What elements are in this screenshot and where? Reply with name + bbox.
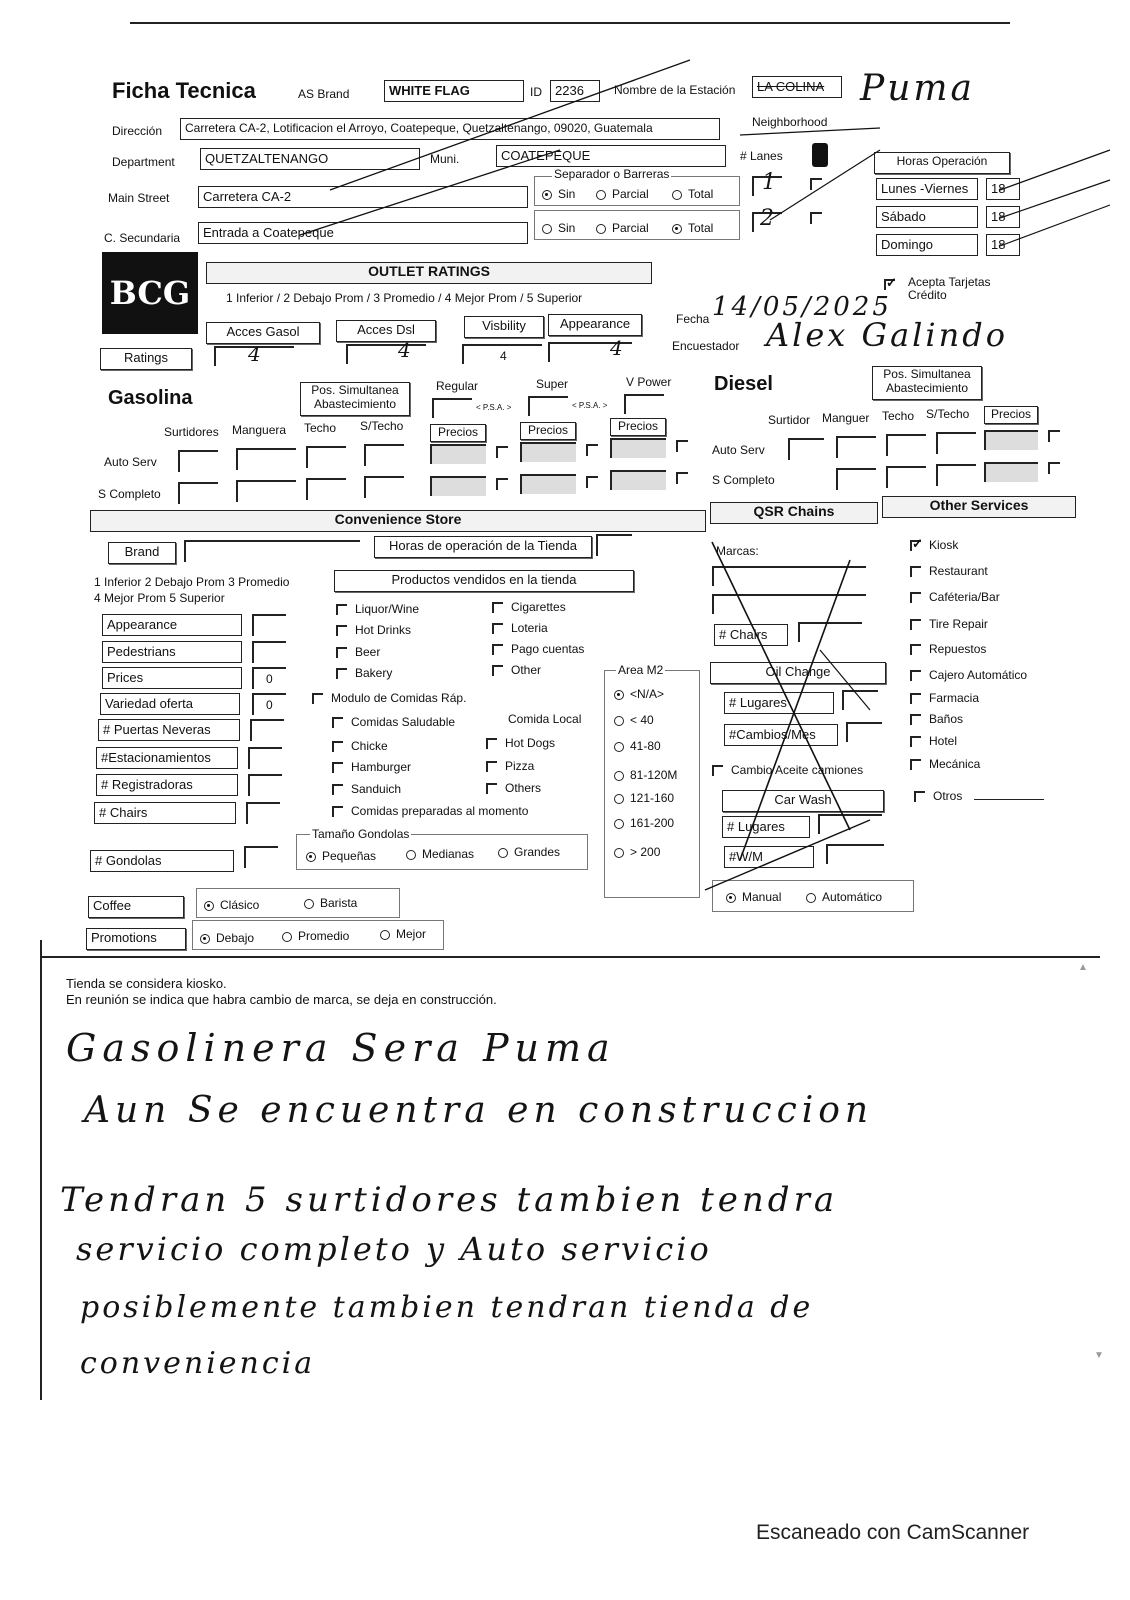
ratings-scale: 1 Inferior / 2 Debajo Prom / 3 Promedio / 4 Mejor Prom / 5 Superior [226,291,583,305]
gas-sc-price-vp[interactable] [610,470,666,490]
tarjetas-label: Acepta Tarjetas Crédito [908,275,991,303]
note-hand-3: Tendran 5 surtidores tambien tendra [60,1180,839,1220]
prod-bakery[interactable]: Bakery [336,667,392,679]
qsr-marcas-label: Marcas: [716,544,759,558]
note-hand-2: Aun Se encuentra en construccion [84,1090,874,1131]
metric-puertas-value[interactable] [250,719,284,741]
comida-pizza[interactable]: Pizza [486,760,534,772]
cs-horas-label: Horas de operación de la Tienda [374,536,592,558]
gas-sc-price-sup[interactable] [520,474,576,494]
tarjetas-checkbox[interactable] [884,278,903,291]
metric-prices-value[interactable]: 0 [252,667,286,689]
psa-label-1: < P.S.A. > [476,403,512,412]
gas-as-chk-vp[interactable] [676,440,688,452]
promo-debajo[interactable]: Debajo [200,932,254,944]
oil-cambios-label: #Cambios/Mes [724,724,838,746]
gasolina-pos-label: Pos. Simultanea Abastecimiento [300,382,410,416]
gas-as-price-sup[interactable] [520,442,576,462]
diesel-col-stecho: S/Techo [926,407,970,421]
direccion-label: Dirección [112,124,163,138]
note-typed-1: Tienda se considera kiosko. [66,976,227,991]
muni-field[interactable]: COATEPEQUE [496,145,726,167]
prod-pago[interactable]: Pago cuentas [492,643,584,655]
super-field[interactable] [528,396,568,416]
station-field[interactable]: LA COLINA [752,76,842,98]
ratings-label: Ratings [100,348,192,370]
comidas-preparadas[interactable]: Comidas preparadas al momento [332,805,528,817]
col-manguera: Manguera [232,423,287,437]
metric-estacionamientos-value[interactable] [248,747,282,769]
area-161-200[interactable]: 161-200 [614,817,674,829]
encuestador-label: Encuestador [672,339,740,353]
outlet-ratings-title: OUTLET RATINGS [206,262,652,284]
fecha-value: 14/05/2025 [712,292,892,322]
note-hand-1: Gasolinera Sera Puma [66,1026,616,1070]
horas-dom-value[interactable]: 18 [986,234,1020,256]
gas-as-chk-sup[interactable] [586,444,598,456]
gas-sc-chk-reg[interactable] [496,478,508,490]
sep1-parcial[interactable]: Parcial [596,188,649,200]
gasolina-title: Gasolina [108,387,193,409]
horas-lv-label: Lunes -Viernes [876,178,978,200]
vpower-label: V Power [626,375,672,389]
rating-gasol-value[interactable]: 4 [214,346,294,366]
gas-sc-chk-sup[interactable] [586,476,598,488]
gas-as-stecho[interactable] [364,444,404,466]
horas-lv-value[interactable]: 18 [986,178,1020,200]
appearance-button: Appearance [548,314,642,336]
precios-super: Precios [520,422,576,440]
rating-dsl-value[interactable]: 4 [346,344,426,364]
area-121-160[interactable]: 121-160 [614,792,674,804]
other-services-header: Other Services [882,496,1076,518]
gas-sc-price-reg[interactable] [430,476,486,496]
brand-field[interactable]: WHITE FLAG [384,80,524,102]
separador-label: Separador o Barreras [554,167,670,181]
note-hand-5: posiblemente tambien tendran tienda de [80,1290,814,1325]
regular-label: Regular [436,379,479,393]
comida-chicke[interactable]: Chicke [332,740,388,752]
muni-label: Muni. [430,152,460,166]
regular-field[interactable] [432,398,472,418]
gas-auto-serv-label: Auto Serv [104,455,157,469]
secundaria-field[interactable]: Entrada a Coatepeque [198,222,528,244]
sep1-sin[interactable]: Sin [542,188,575,200]
wash-lugares-label: # Lugares [722,816,810,838]
qsr-chairs-label: # Chairs [714,624,788,646]
precios-vpower: Precios [610,418,666,436]
notes-scroll-down-icon[interactable]: ▼ [1094,1350,1104,1361]
diesel-s-completo-label: S Completo [712,473,775,487]
dsl-as-techo[interactable] [886,434,926,456]
metric-registradoras-value[interactable] [248,774,282,796]
comida-sanduich[interactable]: Sanduich [332,783,401,795]
gas-as-techo[interactable] [306,446,346,468]
col-surtidores: Surtidores [164,425,219,439]
diesel-col-techo: Techo [882,409,915,423]
id-field[interactable]: 2236 [550,80,600,102]
metric-chairs: # Chairs [94,802,236,824]
wash-wm-label: #W/M [724,846,814,868]
form-title: Ficha Tecnica [112,78,256,103]
gas-as-mang[interactable] [236,448,296,470]
svc-otros[interactable]: Otros [914,790,1044,802]
prod-other[interactable]: Other [492,664,541,676]
diesel-col-precios: Precios [984,406,1038,424]
diesel-col-surtidor: Surtidor [768,413,811,427]
svc-cajero[interactable]: Cajero Automático [910,669,1027,681]
lanes-label: # Lanes [740,149,783,163]
direccion-field[interactable]: Carretera CA-2, Lotificacion el Arroyo, Coatepeque, Quetzaltenango, 09020, Guatemala [180,118,720,140]
svc-restaurant[interactable]: Restaurant [910,565,988,577]
svc-banos[interactable]: Baños [910,713,963,725]
gondola-pequenas[interactable]: Pequeñas [306,850,376,862]
comida-saludable[interactable]: Comidas Saludable [332,716,455,728]
svc-repuestos[interactable]: Repuestos [910,643,986,655]
metric-pedestrians-value[interactable] [252,641,286,663]
car-wash-button: Car Wash [722,790,884,812]
oil-lugares-label: # Lugares [724,692,834,714]
cs-horas-field[interactable] [596,534,632,556]
super-label: Super [536,377,569,391]
dsl-as-surt[interactable] [788,438,824,460]
svc-farmacia[interactable]: Farmacia [910,692,979,704]
oil-change-button: Oil Change [710,662,886,684]
main-street-label: Main Street [108,191,170,205]
prod-hot-drinks[interactable]: Hot Drinks [336,624,411,636]
cs-scale-2: 4 Mejor Prom 5 Superior [94,591,225,605]
gas-sc-techo[interactable] [306,478,346,500]
diesel-auto-serv-label: Auto Serv [712,443,765,457]
lanes-hand-1: 1 [762,170,779,195]
dsl-as-chk[interactable] [1048,430,1060,442]
comida-local-label: Comida Local [508,712,582,726]
rating-app-value[interactable]: 4 [548,342,632,362]
horas-sab-label: Sábado [876,206,978,228]
sep1-total[interactable]: Total [672,188,713,200]
precios-regular: Precios [430,424,486,442]
sep2-parcial[interactable]: Parcial [596,222,649,234]
svc-hotel[interactable]: Hotel [910,735,957,747]
prod-loteria[interactable]: Loteria [492,622,548,634]
psa-label-2: < P.S.A. > [572,401,608,410]
horas-dom-label: Domingo [876,234,978,256]
metric-appearance-value[interactable] [252,614,286,636]
svc-tire-repair[interactable]: Tire Repair [910,618,988,630]
cs-scale-1: 1 Inferior 2 Debajo Prom 3 Promedio [94,575,290,589]
gondolas-group-label: Tamaño Gondolas [312,827,410,841]
station-label: Nombre de la Estación [614,83,736,97]
metric-estacionamientos: #Estacionamientos [96,747,238,769]
gondola-medianas[interactable]: Medianas [406,848,474,860]
coffee-barista[interactable]: Barista [304,897,357,909]
metric-gondolas: # Gondolas [90,850,234,872]
left-edge-line [40,940,42,1400]
gas-as-chk-reg[interactable] [496,446,508,458]
brand-label: AS Brand [298,87,350,101]
rating-vis-value[interactable]: 4 [462,344,542,364]
lanes-hand-2: 2 [760,206,777,231]
acces-gasol-button: Acces Gasol [206,322,320,344]
metric-pedestrians: Pedestrians [102,641,242,663]
metric-variedad: Variedad oferta [100,693,240,715]
diesel-pos-label: Pos. Simultanea Abastecimiento [872,366,982,400]
area-lt40[interactable]: < 40 [614,714,654,726]
gas-s-completo-label: S Completo [98,487,161,501]
promotions-label: Promotions [86,928,186,950]
dsl-as-price[interactable] [984,430,1038,450]
visibility-button: Visbility [464,316,544,338]
sep2-sin[interactable]: Sin [542,222,575,234]
promo-promedio[interactable]: Promedio [282,930,349,942]
promo-mejor[interactable]: Mejor [380,928,426,940]
cs-brand-field[interactable] [184,540,360,562]
encuestador-value: Alex Galindo [766,316,1008,354]
wash-automatico[interactable]: Automático [806,891,882,903]
gas-as-price-vp[interactable] [610,438,666,458]
neighborhood-label: Neighborhood [752,115,828,129]
comida-hamburger[interactable]: Hamburger [332,761,411,773]
cambio-aceite[interactable]: Cambio Aceite camiones [712,764,863,776]
dsl-as-mang[interactable] [836,436,876,458]
comida-others[interactable]: Others [486,782,541,794]
dsl-as-stecho[interactable] [936,432,976,454]
svc-cafeteria[interactable]: Caféteria/Bar [910,591,1000,603]
prod-cigarettes[interactable]: Cigarettes [492,601,566,613]
gas-as-price-reg[interactable] [430,444,486,464]
metric-puertas: # Puertas Neveras [98,719,240,741]
gondola-grandes[interactable]: Grandes [498,846,560,858]
secundaria-label: C. Secundaria [104,231,181,245]
gas-as-surt[interactable] [178,450,218,472]
wash-manual[interactable]: Manual [726,891,781,903]
col-techo: Techo [304,421,337,435]
notes-top-rule [40,956,1100,958]
horas-title: Horas Operación [874,152,1010,174]
station-handwritten: Puma [860,68,976,109]
id-label: ID [530,85,542,99]
acces-dsl-button: Acces Dsl [336,320,436,342]
bcg-logo: BCG [102,252,198,334]
metric-appearance: Appearance [102,614,242,636]
metric-prices: Prices [102,667,242,689]
notes-scroll-up-icon[interactable]: ▲ [1078,962,1088,973]
area-group [604,670,700,898]
qsr-chains-header: QSR Chains [710,502,878,524]
cs-brand-label: Brand [108,542,176,564]
area-81-120[interactable]: 81-120M [614,769,677,781]
qsr-crossout [700,530,900,920]
svc-kiosk[interactable]: ✓Kiosk [910,539,958,551]
gas-sc-stecho[interactable] [364,476,404,498]
area-na[interactable]: <N/A> [614,688,664,700]
department-field[interactable]: QUETZALTENANGO [200,148,420,170]
prod-beer[interactable]: Beer [336,646,380,658]
header-strokes [0,0,1130,270]
coffee-clasico[interactable]: Clásico [204,899,259,911]
note-hand-6: conveniencia [80,1346,316,1381]
area-label: Area M2 [618,663,664,677]
metric-variedad-value[interactable]: 0 [252,693,286,715]
prod-liquor[interactable]: Liquor/Wine [336,603,419,615]
dsl-sc-chk[interactable] [1048,462,1060,474]
sep2-total[interactable]: Total [672,222,713,234]
camscanner-footer: Escaneado con CamScanner [756,1521,1030,1544]
dsl-sc-stecho[interactable] [936,464,976,486]
vpower-field[interactable] [624,394,664,414]
main-street-field[interactable]: Carretera CA-2 [198,186,528,208]
modulo-comidas[interactable]: Modulo de Comidas Ráp. [312,692,466,704]
note-typed-2: En reunión se indica que habra cambio de marca, se deja en construcción. [66,992,497,1007]
gas-sc-chk-vp[interactable] [676,472,688,484]
metric-gondolas-value[interactable] [244,846,278,868]
convenience-store-header: Convenience Store [90,510,706,532]
comida-hot-dogs[interactable]: Hot Dogs [486,737,555,749]
horas-sab-value[interactable]: 18 [986,206,1020,228]
gas-sc-mang[interactable] [236,480,296,502]
cs-productos-label: Productos vendidos en la tienda [334,570,634,592]
svc-mecanica[interactable]: Mecánica [910,758,980,770]
department-label: Department [112,155,175,169]
diesel-col-manguer: Manguer [822,411,870,425]
metric-registradoras: # Registradoras [96,774,238,796]
dsl-sc-mang[interactable] [836,468,876,490]
diesel-title: Diesel [714,373,773,395]
dsl-sc-price[interactable] [984,462,1038,482]
metric-chairs-value[interactable] [246,802,280,824]
gas-sc-surt[interactable] [178,482,218,504]
col-stecho: S/Techo [360,419,404,433]
note-hand-4: servicio completo y Auto servicio [76,1230,712,1268]
dsl-sc-techo[interactable] [886,466,926,488]
area-gt200[interactable]: > 200 [614,846,660,858]
fecha-label: Fecha [676,312,710,326]
area-41-80[interactable]: 41-80 [614,740,661,752]
coffee-label: Coffee [88,896,184,918]
